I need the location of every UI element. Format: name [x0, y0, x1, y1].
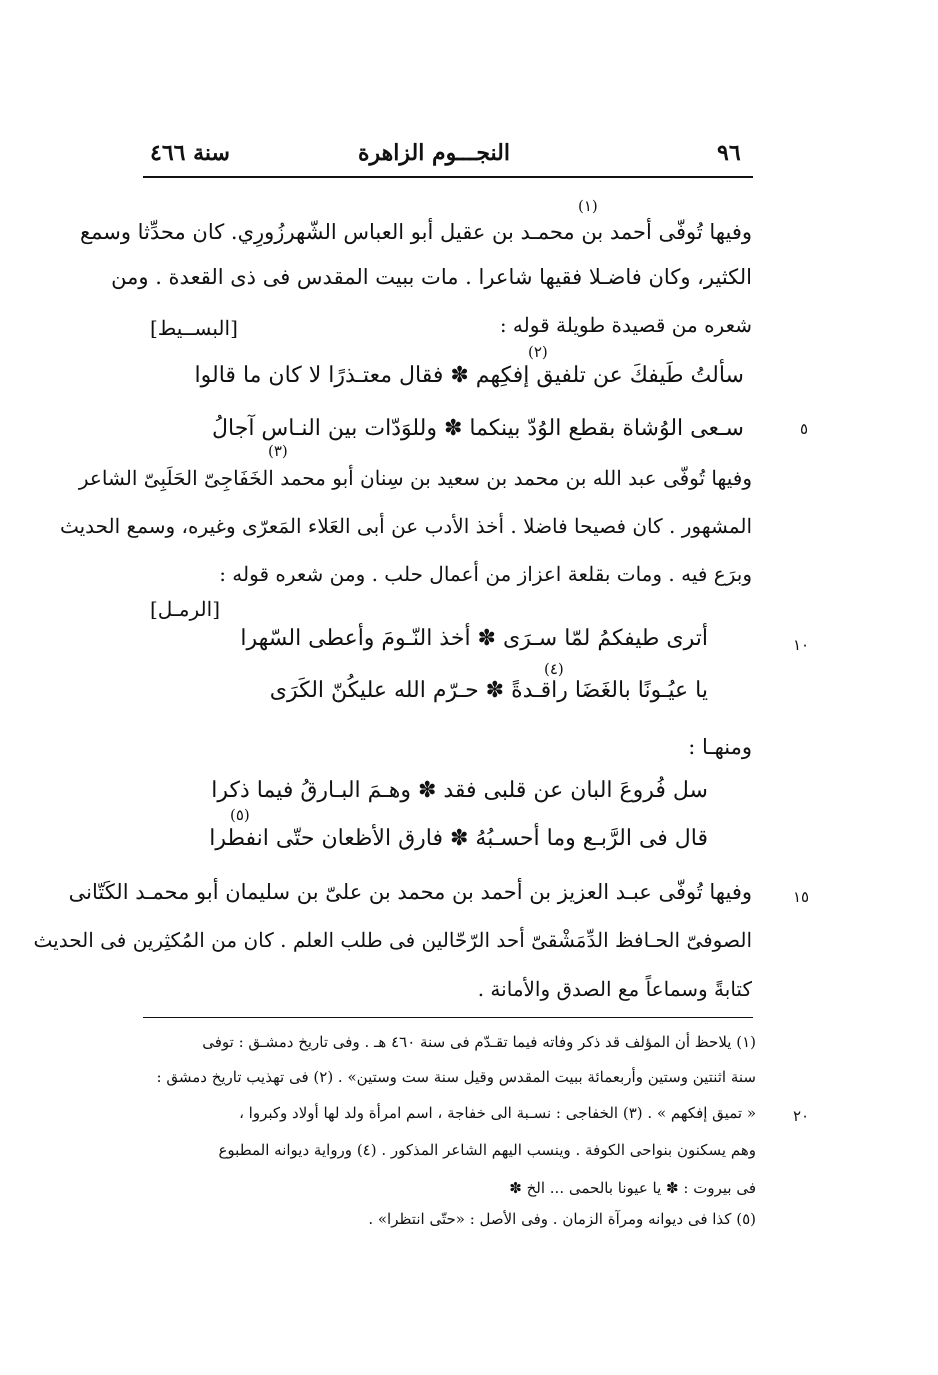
body-line-10: كتابةً وسماعاً مع الصدق والأمانة . [477, 977, 752, 1001]
footnote-line-5: فى بيروت : ✽ يا عيونا بالحمى ... الخ ✽ [509, 1179, 756, 1197]
body-line-1: وفيها تُوفّى أحمد بن محمـد بن عقيل أبو العباس الشّهرزُورِي. كان محدِّثا وسمع [79, 220, 752, 244]
margin-line-number-10: ١٠ [793, 636, 810, 654]
meter-label-basit: [البســيط] [150, 316, 238, 340]
footnote-line-4: وهم يسكنون بنواحى الكوفة . وينسب اليهم الشاعر المذكور . (٤) ورواية ديوانه المطبوع [218, 1141, 756, 1159]
verse-2: سـعى الوُشاة بقطع الوُدّ بينكما ✽ وللوَدّات بين النـاس آجالُ [212, 416, 744, 441]
footnote-mark-3: (٣) [268, 442, 288, 460]
footnote-line-2: سنة اثنتين وستين وأربعمائة ببيت المقدس وقيل سنة ست وستين» . (٢) فى تهذيب تاريخ دمشق : [156, 1068, 756, 1086]
verse-4: يا عيُـونًا بالغَضَا راقـدةً ✽ حـرّم الله عليكُنّ الكَرَى [269, 678, 708, 703]
year-heading: سنة ٤٦٦ [150, 140, 230, 166]
body-line-2: الكثير، وكان فاضـلا فقيها شاعرا . مات ببيت المقدس فى ذى القعدة . ومن [111, 265, 752, 289]
verse-1: سألتُ طَيفكَ عن تلفيق إفكِهم ✽ فقال معتـذرًا لا كان ما قالوا [194, 363, 744, 388]
header-rule [143, 176, 753, 178]
footnote-mark-4: (٤) [544, 660, 564, 678]
running-title: النجـــوم الزاهرة [358, 140, 510, 166]
body-line-4: وفيها تُوفّى عبد الله بن محمد بن سعيد بن سِنان أبو محمد الخَفَاجِىّ الحَلَبِىّ الشاعر [78, 466, 752, 490]
footnote-line-3: « تميق إفكهم » . (٣) الخفاجى : نسـبة الى خفاجة ، اسم امرأة ولد لها أولاد وكبروا ، [239, 1104, 756, 1122]
footnote-line-1: (١) يلاحظ أن المؤلف قد ذكر وفاته فيما تقـدّم فى سنة ٤٦٠ هـ . وفى تاريخ دمشـق : توفى [202, 1033, 756, 1051]
meter-label-ramal: [الرمـل] [150, 597, 221, 621]
footnote-mark-5: (٥) [230, 806, 250, 824]
margin-line-number-20: ٢٠ [793, 1107, 810, 1125]
footnote-mark-1: (١) [578, 197, 598, 215]
verse-5: سل فُروعَ البان عن قلبى فقد ✽ وهـمَ البـارقُ فيما ذكرا [211, 778, 708, 803]
page-number: ٩٦ [717, 140, 741, 166]
body-line-8: وفيها تُوفّى عبـد العزيز بن أحمد بن محمد بن علىّ بن سليمان أبو محمـد الكَتّانى [68, 880, 752, 904]
footnote-rule [143, 1017, 753, 1018]
body-line-6: وبرَع فيه . ومات بقلعة اعزاز من أعمال حلب . ومن شعره قوله : [219, 562, 752, 586]
body-line-3: شعره من قصيدة طويلة قوله : [499, 313, 752, 337]
body-line-5: المشهور . كان فصيحا فاضلا . أخذ الأدب عن أبى العَلاء المَعرّى وغيره، وسمع الحديث [59, 514, 752, 538]
footnote-mark-2: (٢) [528, 343, 548, 361]
margin-line-number-15: ١٥ [793, 888, 810, 906]
verse-6: قال فى الرَّبـع وما أحسـبُهُ ✽ فارق الأظعان حتّى انفطرا [209, 826, 708, 851]
body-line-9: الصوفىّ الحـافظ الدِّمَشْقىّ أحد الرّحّالين فى طلب العلم . كان من المُكثِرين فى الحديث [33, 928, 752, 952]
body-line-7: ومنهـا : [688, 735, 752, 759]
margin-line-number-5: ٥ [800, 420, 809, 438]
footnote-line-6: (٥) كذا فى ديوانه ومرآة الزمان . وفى الأصل : «حتّى انتظرا» . [368, 1210, 756, 1228]
verse-3: أترى طيفكمُ لمّا سـرَى ✽ أخذ النّـومَ وأعطى السّهرا [240, 626, 708, 651]
